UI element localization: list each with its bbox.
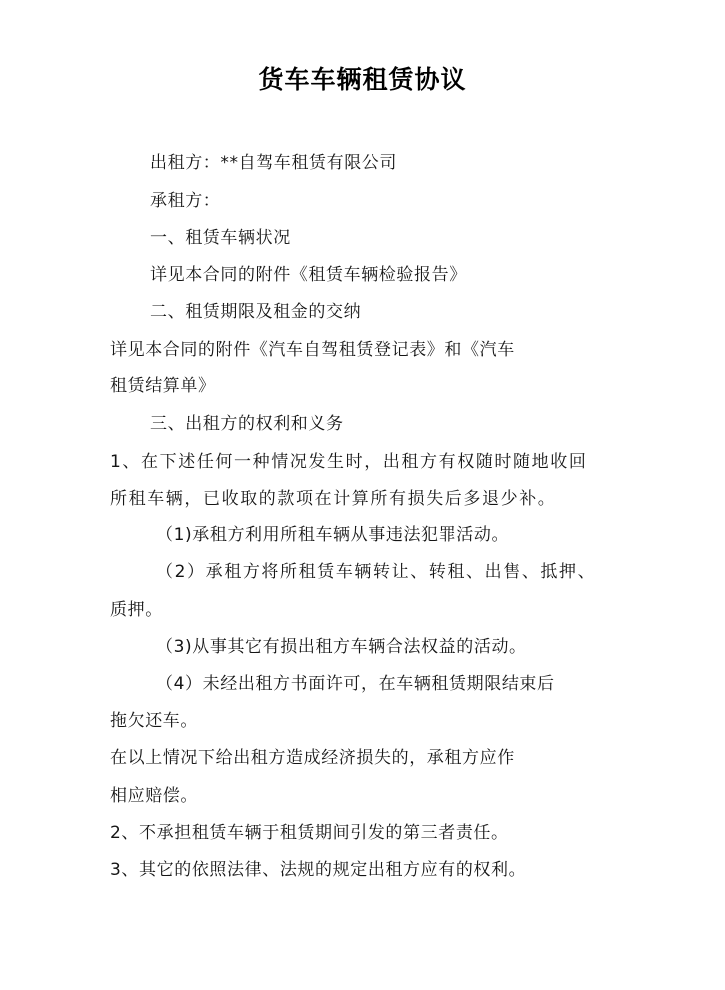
- compensation-line-2: 相应赔偿。: [110, 786, 198, 806]
- sub-item-2-line-2: 质押。: [110, 600, 163, 620]
- compensation-line-1: 在以上情况下给出租方造成经济损失的，承租方应作: [110, 748, 515, 768]
- sub-item-4-line-2: 拖欠还车。: [110, 711, 198, 731]
- sub-item-2-line-1: （2）承租方将所租赁车辆转让、转租、出售、抵押、: [156, 562, 597, 582]
- sub-item-1: （1)承租方利用所租车辆从事违法犯罪活动。: [156, 525, 510, 545]
- clause-3: 3、其它的依照法律、法规的规定出租方应有的权利。: [110, 860, 527, 880]
- sub-item-4-line-1: （4）未经出租方书面许可，在车辆租赁期限结束后: [156, 674, 555, 694]
- lessee-line: 承租方：: [150, 191, 221, 211]
- section-heading-1: 一、租赁车辆状况: [150, 228, 291, 248]
- document-title: 货车车辆租赁协议: [258, 65, 467, 94]
- section-2-text-line-2: 租赁结算单》: [110, 376, 216, 396]
- sub-item-3: （3)从事其它有损出租方车辆合法权益的活动。: [156, 637, 527, 657]
- section-heading-2: 二、租赁期限及租金的交纳: [150, 302, 362, 322]
- lessor-line: 出租方：**自驾车租赁有限公司: [150, 153, 397, 173]
- clause-2: 2、不承担租赁车辆于租赁期间引发的第三者责任。: [110, 823, 509, 843]
- section-heading-3: 三、出租方的权利和义务: [150, 414, 344, 434]
- section-1-text: 详见本合同的附件《租赁车辆检验报告》: [150, 265, 467, 285]
- section-2-text-line-1: 详见本合同的附件《汽车自驾租赁登记表》和《汽车: [110, 340, 515, 360]
- clause-1-line-2: 所租车辆，已收取的款项在计算所有损失后多退少补。: [110, 489, 557, 509]
- clause-1-line-1: 1、在下述任何一种情况发生时，出租方有权随时随地收回: [110, 452, 588, 472]
